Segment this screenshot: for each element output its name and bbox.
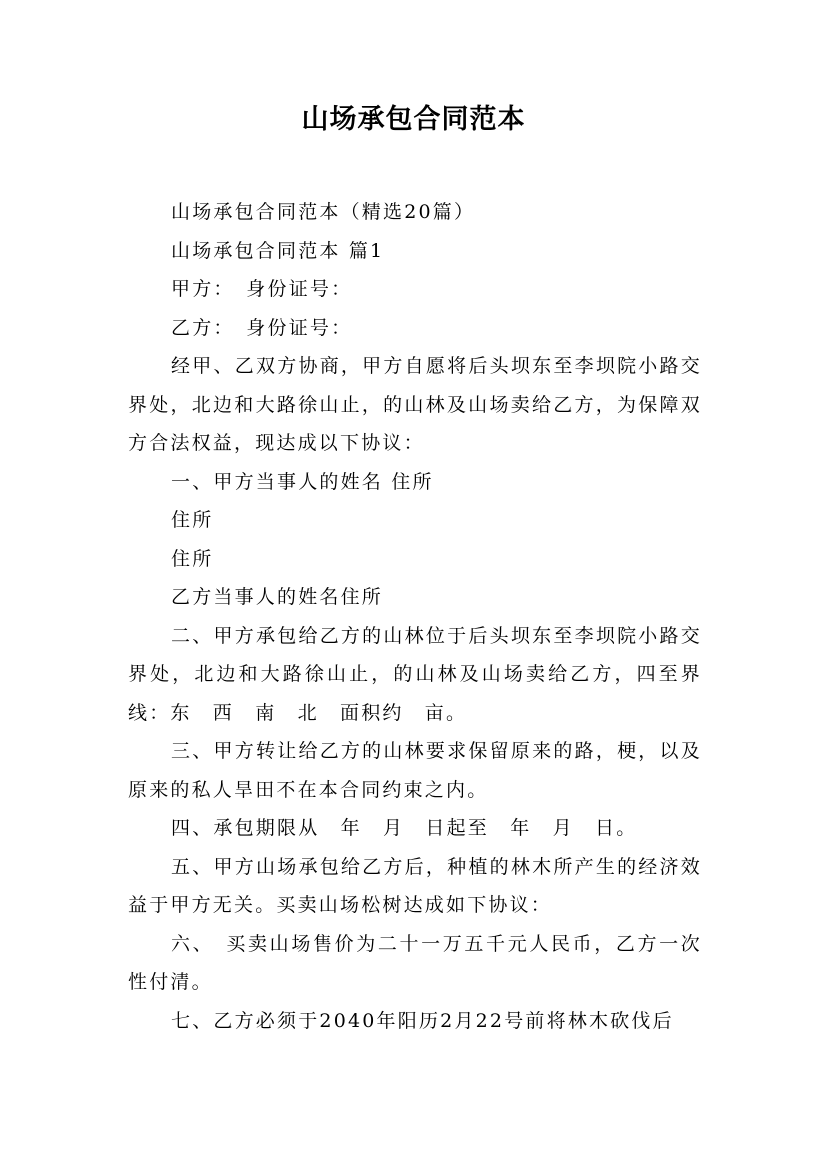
paragraph-preamble: 经甲、乙双方协商，甲方自愿将后头坝东至李坝院小路交界处，北边和大路徐山止，的山林及山场卖给乙方，为保障双方合法权益，现达成以下协议： [128,355,702,454]
paragraph-clause-4: 四、承包期限从 年 月 日起至 年 月 日。 [171,817,638,839]
paragraph-subtitle: 山场承包合同范本（精选20篇） [171,201,476,223]
document-title: 山场承包合同范本 [301,104,526,135]
paragraph-section-heading: 山场承包合同范本 篇1 [171,239,385,262]
paragraph-address-1: 住所 [171,509,214,531]
paragraph-clause-7: 七、乙方必须于2040年阳历2月22号前将林木砍伐后 [171,1009,674,1032]
paragraph-clause-1: 一、甲方当事人的姓名 住所 [171,470,434,493]
document-body [128,193,702,1040]
paragraph-party-a: 甲方： 身份证号： [171,278,353,300]
paragraph-clause-6: 六、 买卖山场售价为二十一万五千元人民币，乙方一次性付清。 [128,932,702,993]
paragraph-clause-2: 二、甲方承包给乙方的山林位于后头坝东至李坝院小路交界处，北边和大路徐山止，的山林及山场卖给乙方，四至界线：东 西 南 北 面积约 亩。 [128,624,702,724]
paragraph-clause-3: 三、甲方转让给乙方的山林要求保留原来的路，梗，以及原来的私人旱田不在本合同约束之内。 [128,740,702,801]
paragraph-party-b-name: 乙方当事人的姓名住所 [171,586,384,608]
paragraph-party-b: 乙方： 身份证号： [171,316,353,339]
paragraph-clause-5: 五、甲方山场承包给乙方后，种植的林木所产生的经济效益于甲方无关。买卖山场松树达成如下协议： [128,855,702,916]
paragraph-address-2: 住所 [171,547,214,570]
